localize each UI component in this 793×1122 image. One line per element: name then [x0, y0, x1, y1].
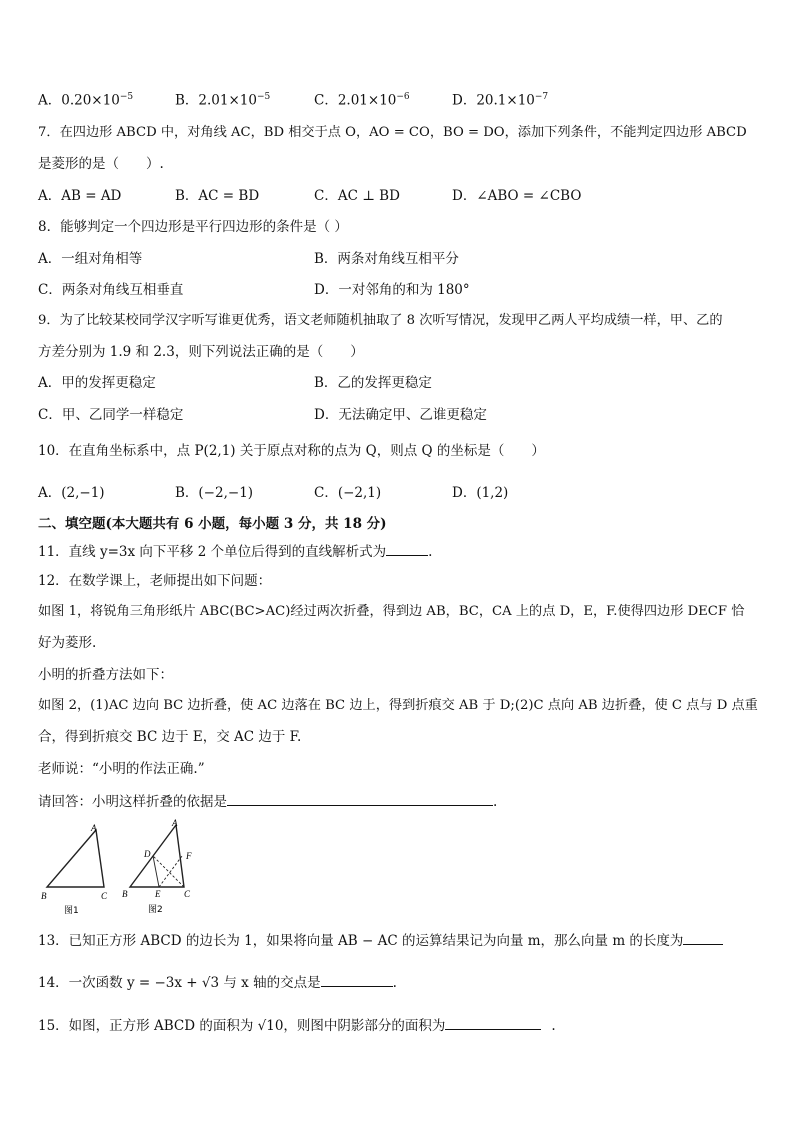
- q12-line7: 老师说：“小明的作法正确.”: [38, 761, 205, 777]
- q8-option-b: B．两条对角线互相平分: [314, 251, 459, 267]
- q11-end: .: [428, 544, 433, 560]
- figure-2: [118, 815, 198, 918]
- q10-option-d: D．(1,2): [452, 485, 509, 501]
- q10-stem: 10．在直角坐标系中，点 P(2,1) 关于原点对称的点为 Q，则点 Q 的坐标是（ ）: [38, 443, 545, 459]
- q7-stem-line1: 7．在四边形 ABCD 中，对角线 AC，BD 相交于点 O，AO = CO，BO = DO，添加下列条件，不能判定四边形 ABCD: [38, 125, 747, 140]
- fig2-label-f: F: [186, 851, 192, 861]
- q14-answer-blank[interactable]: [321, 972, 393, 987]
- fig1-caption: 图1: [64, 906, 79, 916]
- q12-line8: [38, 791, 497, 811]
- q6-option-d-exp: −7: [534, 92, 549, 102]
- q7-option-b: B．AC = BD: [175, 188, 260, 204]
- q11: [38, 541, 432, 561]
- q6-option-d-text: D．20.1×10: [452, 92, 535, 109]
- q6-option-b-exp: −5: [256, 92, 271, 102]
- q6-option-c-text: C．2.01×10: [314, 92, 397, 109]
- q15-end: .: [551, 1018, 556, 1034]
- fig2-caption: 图2: [148, 905, 163, 915]
- q7-stem-line2: 是菱形的是（ ）.: [38, 156, 164, 172]
- q12-end: .: [493, 794, 498, 810]
- q12-answer-blank[interactable]: [227, 791, 493, 806]
- fig1-label-c: C: [101, 891, 108, 901]
- q10-option-a: A．(2,−1): [38, 485, 105, 501]
- q8-option-d: D．一对邻角的和为 180°: [314, 282, 470, 298]
- q10-option-b: B．(−2,−1): [175, 485, 254, 501]
- q6-option-a-exp: −5: [119, 92, 134, 102]
- q8-option-a: A．一组对角相等: [38, 251, 143, 267]
- q13-answer-blank[interactable]: [683, 930, 723, 945]
- q12-line1: 12．在数学课上，老师提出如下问题：: [38, 573, 272, 589]
- q6-option-c-exp: −6: [396, 92, 410, 102]
- q9-option-d: D．无法确定甲、乙谁更稳定: [314, 407, 487, 423]
- q9-option-a: A．甲的发挥更稳定: [38, 375, 156, 391]
- q12-line2: 如图 1，将锐角三角形纸片 ABC(BC>AC)经过两次折叠，得到边 AB，BC，CA 上的点 D，E，F.使得四边形 DECF 恰: [38, 604, 745, 619]
- q13-text: 13．已知正方形 ABCD 的边长为 1，如果将向量 AB − AC 的运算结果记为向量 m，那么向量 m 的长度为: [38, 933, 684, 949]
- q9-stem-line1: 9．为了比较某校同学汉字听写谁更优秀，语文老师随机抽取了 8 次听写情况，发现甲乙两人平均成绩一样，甲、乙的: [38, 313, 723, 328]
- q14: [38, 972, 397, 992]
- q8-stem: 8．能够判定一个四边形是平行四边形的条件是（ ）: [38, 219, 348, 235]
- fig2-label-b: B: [122, 889, 128, 899]
- fig2-fold-ef: [159, 856, 182, 887]
- fig1-triangle: [47, 830, 104, 887]
- q7-option-d: D．∠ABO = ∠CBO: [452, 188, 582, 204]
- q12-line4: 小明的折叠方法如下：: [38, 667, 173, 683]
- q7-option-a: A．AB = AD: [38, 188, 122, 204]
- q9-option-c: C．甲、乙同学一样稳定: [38, 407, 184, 423]
- q15-text: 15．如图，正方形 ABCD 的面积为 √10，则图中阴影部分的面积为: [38, 1018, 446, 1034]
- q12-line6: 合，得到折痕交 BC 边于 E，交 AC 边于 F.: [38, 729, 302, 745]
- q11-answer-blank[interactable]: [386, 541, 428, 556]
- section-heading: 二、填空题(本大题共有 6 小题，每小题 3 分，共 18 分): [38, 516, 387, 532]
- q10-option-c: C．(−2,1): [314, 485, 382, 501]
- q12-prompt: 请回答：小明这样折叠的依据是: [38, 794, 227, 810]
- q6-option-c: [314, 88, 410, 110]
- q6-option-b-text: B．2.01×10: [175, 92, 257, 109]
- q6-option-a-text: A．0.20×10: [38, 92, 120, 109]
- q12-line3: 好为菱形.: [38, 635, 97, 651]
- fig1-label-a: A: [91, 823, 97, 833]
- figure-1: [38, 820, 118, 918]
- fig2-label-d: D: [144, 849, 151, 859]
- q8-option-c: C．两条对角线互相垂直: [38, 282, 184, 298]
- q9-option-b: B．乙的发挥更稳定: [314, 375, 432, 391]
- fig2-label-c: C: [184, 889, 191, 899]
- q6-option-d: [452, 88, 548, 110]
- q6-option-a: [38, 88, 133, 110]
- q14-text: 14．一次函数 y = −3x + √3 与 x 轴的交点是: [38, 975, 321, 991]
- q7-option-c: C．AC ⊥ BD: [314, 188, 400, 204]
- q11-text: 11．直线 y=3x 向下平移 2 个单位后得到的直线解析式为: [38, 544, 387, 560]
- q15-answer-blank[interactable]: [445, 1015, 541, 1030]
- q6-option-b: [175, 88, 270, 110]
- q12-line5: 如图 2，(1)AC 边向 BC 边折叠，使 AC 边落在 BC 边上，得到折痕交 AB 于 D;(2)C 点向 AB 边折叠，使 C 点与 D 点重: [38, 698, 758, 713]
- fig1-label-b: B: [41, 891, 47, 901]
- fig2-label-a: A: [172, 818, 178, 828]
- q14-end: .: [392, 975, 397, 991]
- q15: [38, 1015, 556, 1035]
- q9-stem-line2: 方差分别为 1.9 和 2.3，则下列说法正确的是（ ）: [38, 344, 364, 360]
- fig2-label-e: E: [155, 889, 161, 899]
- q13: [38, 930, 723, 950]
